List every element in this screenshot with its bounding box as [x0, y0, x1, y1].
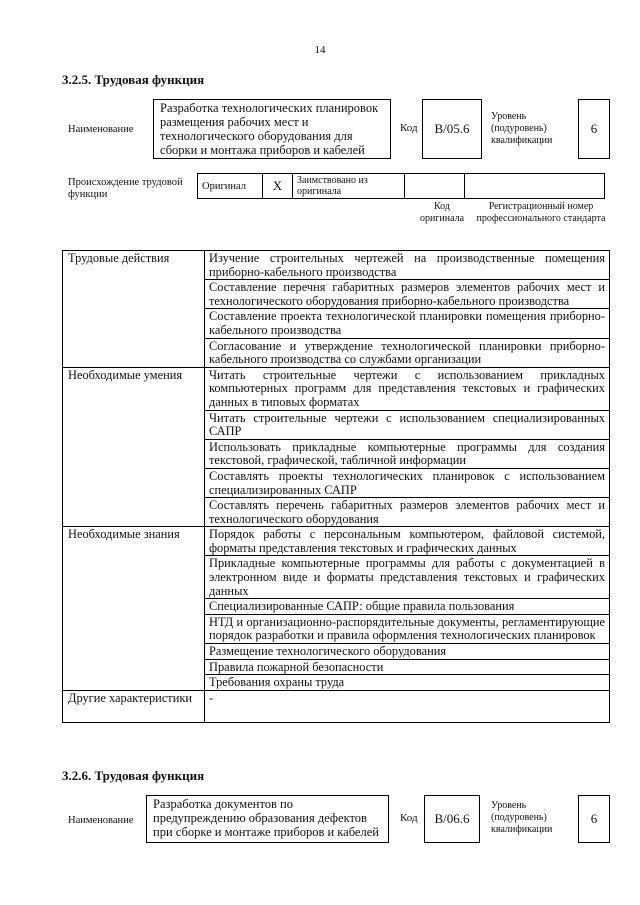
- item-cell: Читать строительные чертежи с использованием прикладных компьютерных программ для представления текстовых и графических данных в типовых форматах: [205, 367, 610, 410]
- code-value-box-2: B/06.6: [424, 795, 480, 843]
- code-label: Код: [400, 122, 418, 134]
- table-row: [63, 367, 610, 410]
- code-value-box: B/05.6: [422, 99, 482, 159]
- item-cell: НТД и организационно-распорядительные документы, регламентирующие порядок разработки и правила оформления технологических планировок: [205, 614, 610, 643]
- item-cell: Согласование и утверждение технологической планировки приборно-кабельного производства со службами организации: [205, 338, 610, 367]
- code-original-cell: [405, 174, 465, 199]
- name-label: Наименование: [68, 124, 134, 135]
- category-cell: Необходимые умения: [63, 367, 205, 527]
- section-title: 3.2.5. Трудовая функция: [62, 72, 205, 87]
- page-number: 14: [314, 44, 326, 56]
- category-cell: Трудовые действия: [63, 251, 205, 368]
- item-cell: -: [205, 690, 610, 722]
- item-cell: Составление проекта технологической планировки помещения приборно-кабельного производства: [205, 309, 610, 338]
- item-cell: Составлять перечень габаритных размеров элементов рабочих мест и технологического оборудования: [205, 498, 610, 527]
- labor-function-table: [62, 250, 610, 723]
- reg-number-label: Регистрационный номер профессионального стандарта: [476, 201, 606, 224]
- table-row: [63, 251, 610, 280]
- item-cell: Специализированные САПР: общие правила пользования: [205, 599, 610, 615]
- level-label-2: Уровень (подуровень) квалификации: [491, 800, 553, 835]
- item-cell: Составлять проекты технологических планировок с использованием специализированных САПР: [205, 468, 610, 497]
- item-cell: Порядок работы с персональным компьютером, файловой системой, форматы представления текстовых и графических данных: [205, 527, 610, 556]
- origin-label: Происхождение трудовой функции: [68, 177, 183, 200]
- borrowed-label: Заимствовано из оригинала: [293, 174, 405, 199]
- original-label: Оригинал: [198, 174, 263, 199]
- item-cell: Использовать прикладные компьютерные программы для создания текстовой, графической, табличной информации: [205, 439, 610, 468]
- code-original-label: Код оригинала: [419, 201, 465, 224]
- item-cell: Требования охраны труда: [205, 675, 610, 691]
- level-value-box: 6: [578, 99, 610, 159]
- category-cell: Необходимые знания: [63, 527, 205, 691]
- name-label-2: Наименование: [68, 815, 134, 826]
- item-cell: Изучение строительных чертежей на производственные помещения приборно-кабельного производства: [205, 251, 610, 280]
- item-cell: Размещение технологического оборудования: [205, 644, 610, 660]
- function-name-box: Разработка технологических планировок размещения рабочих мест и технологического оборудования для сборки и монтажа приборов и кабелей: [153, 99, 391, 159]
- table-row: [63, 527, 610, 556]
- level-value-box-2: 6: [578, 795, 610, 843]
- section-title-2: 3.2.6. Трудовая функция: [62, 768, 205, 783]
- origin-table: [197, 173, 605, 199]
- reg-number-cell: [465, 174, 605, 199]
- item-cell: Составление перечня габаритных размеров элементов рабочих мест и технологического оборудования приборно-кабельного производства: [205, 280, 610, 309]
- table-row: [63, 690, 610, 722]
- level-label: Уровень (подуровень) квалификации: [491, 111, 553, 146]
- original-mark: X: [263, 174, 293, 199]
- function-name-box-2: Разработка документов по предупреждению образования дефектов при сборке и монтаже приборов и кабелей: [146, 795, 389, 843]
- item-cell: Прикладные компьютерные программы для работы с документацией в электронном виде и форматы представления текстовых и графических данных: [205, 556, 610, 599]
- item-cell: Читать строительные чертежи с использованием специализированных САПР: [205, 410, 610, 439]
- code-label-2: Код: [400, 812, 418, 824]
- category-cell: Другие характеристики: [63, 690, 205, 722]
- item-cell: Правила пожарной безопасности: [205, 659, 610, 675]
